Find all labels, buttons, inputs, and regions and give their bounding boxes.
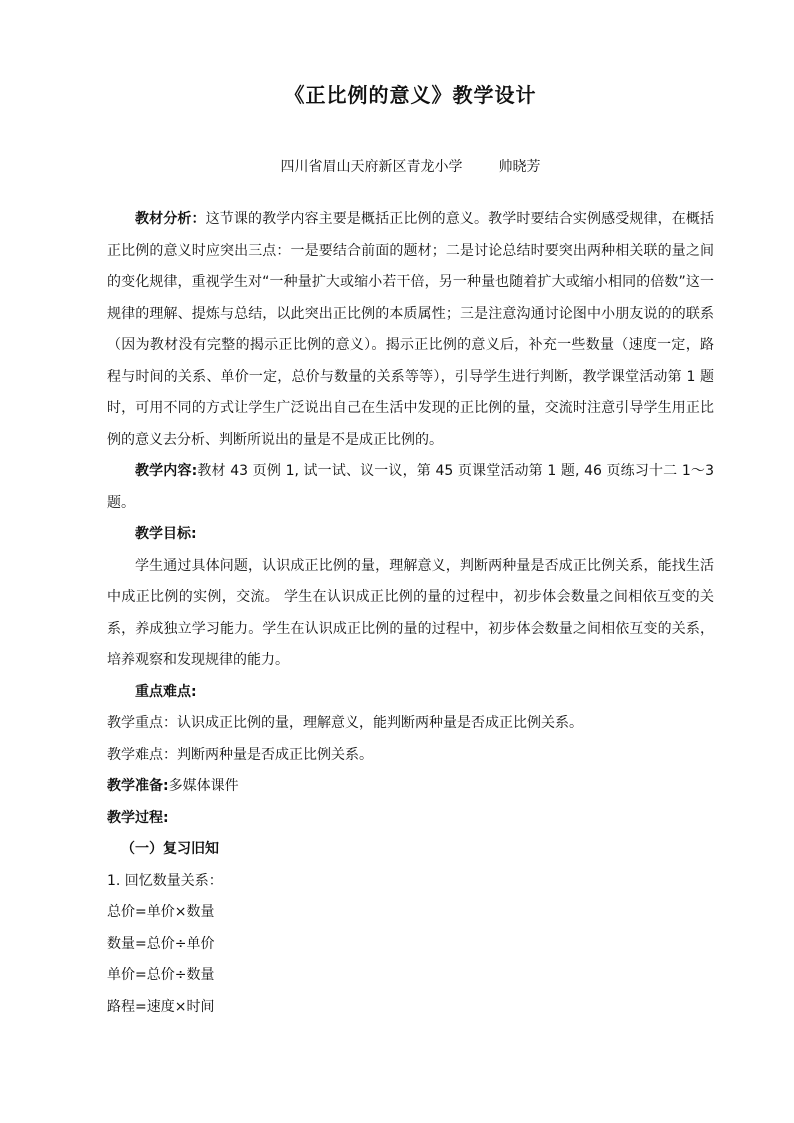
key-points-difficulty: 教学难点：判断两种量是否成正比例关系。 [107, 746, 373, 763]
formula-line: 总价=单价×数量 [107, 904, 215, 920]
formula-line: 单价=总价÷数量 [107, 967, 215, 983]
key-points-focus: 教学重点：认识成正比例的量，理解意义，能判断两种量是否成正比例关系。 [107, 715, 583, 731]
goals-label: 教学目标: [135, 526, 197, 542]
goals-heading [107, 519, 714, 551]
teaching-content-label: 教学内容: [135, 463, 198, 479]
preparation-label: 教学准备: [107, 778, 169, 794]
process-label: 教学过程: [107, 809, 169, 826]
process-heading [107, 803, 714, 835]
analysis-text: 这节课的教学内容主要是概括正比例的意义。教学时要结合实例感受规律，在概括正比例的意义时应突出三点：一是要结合前面的题材；二是讨论总结时要突出两种相关联的量之间的变化规律，重视学生对“一种量扩大或缩小若干倍，另一种量也随着扩大或缩小相同的倍数”这一规律的理解、提炼与总结，以此突出正比例的本质属性；三是注意沟通讨论图中小朋友说的的联系（因为教材没有完整的揭示正比例的意义）。揭示正比例的意义后，补充一些数量（速度一定，路程与时间的关系、单价一定，总价与数量的关系等等），引导学生进行判断，教学课堂活动第 1 题时，可用不同的方式让学生广泛说出自己在生活中发现的正比例的量，交流时注意引导学生用正比例的意义去分析、判断所说出的量是不是成正比例的。 [107, 211, 714, 448]
document-title: 《正比例的意义》教学设计 [284, 83, 537, 107]
goals-text: 学生通过具体问题，认识成正比例的量，理解意义，判断两种量是否成正比例关系，能找生活中成正比例的实例，交流。 学生在认识成正比例的量的过程中，初步体会数量之间相依互变的关系，养成独立学习能力。学生在认识成正比例的量的过程中，初步体会数量之间相依互变的关系，培养观察和发现规律的能力。 [107, 557, 714, 668]
process-item-1: 1. 回忆数量关系： [107, 872, 223, 889]
preparation-text: 多媒体课件 [168, 778, 239, 794]
teaching-content-text: 教材 43 页例 1, 试一试、议一议，第 45 页课堂活动第 1 题, 46 页练习十二 1～3 题。 [107, 463, 714, 511]
process-section-1: （一）复习旧知 [121, 841, 219, 857]
author-school: 四川省眉山天府新区青龙小学 [280, 159, 463, 175]
teaching-content-paragraph [107, 456, 714, 519]
key-points-heading [107, 677, 714, 709]
preparation-line [107, 771, 714, 803]
formula-line: 路程=速度×时间 [107, 998, 215, 1015]
formula-line: 数量=总价÷单价 [107, 935, 215, 952]
author-line [107, 155, 714, 179]
analysis-paragraph [107, 204, 714, 456]
author-name: 帅晓芳 [498, 159, 541, 175]
key-points-label: 重点难点: [135, 683, 197, 700]
analysis-label: 教材分析： [135, 211, 206, 227]
document-body [107, 204, 714, 1023]
